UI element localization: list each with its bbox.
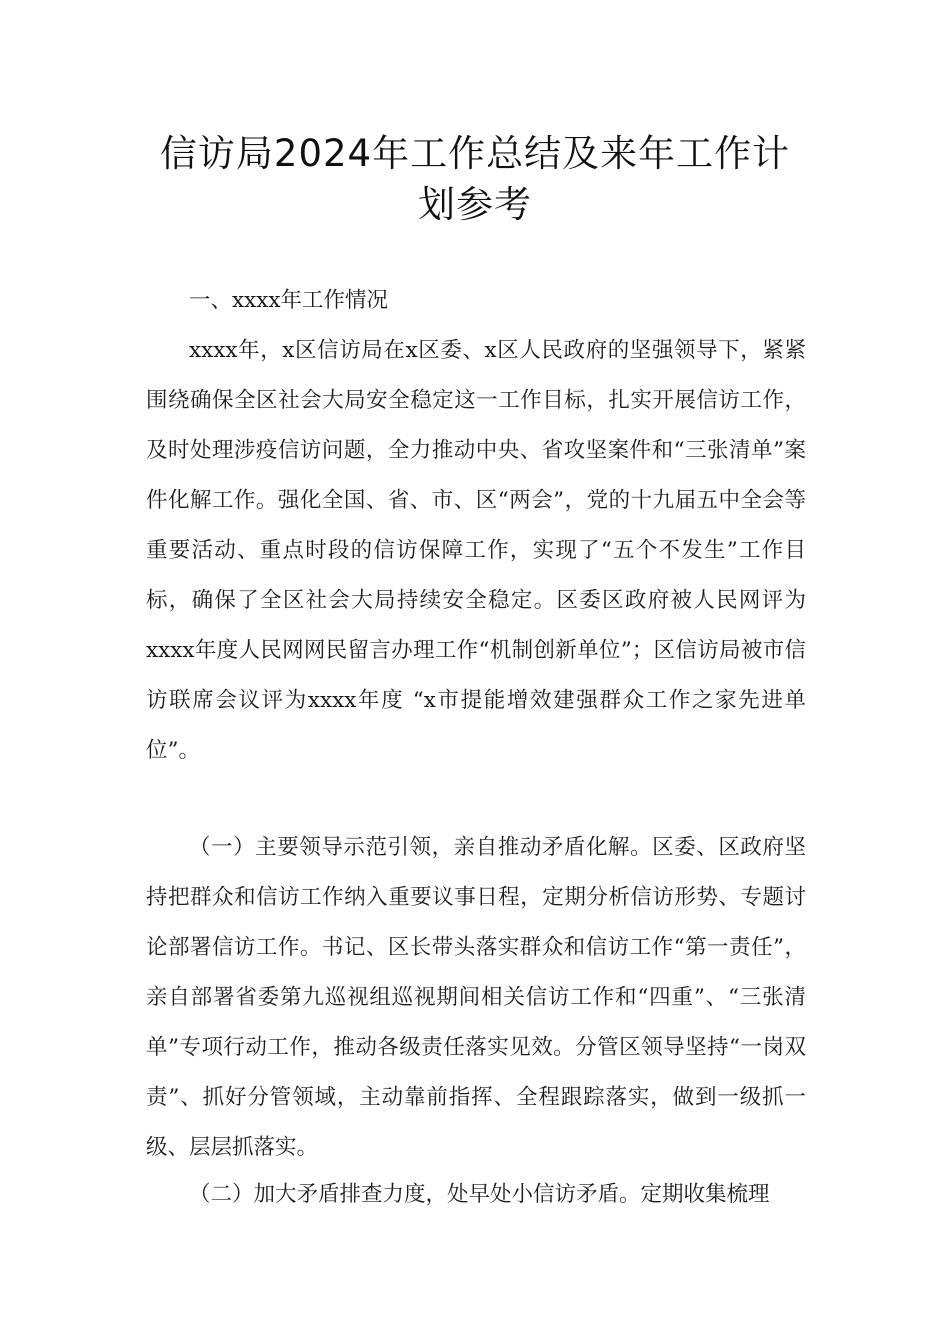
paragraph-block-2 <box>146 823 806 1173</box>
title-line-2: 划参考 <box>418 183 532 226</box>
paragraph-3: （二）加大矛盾排查力度，处早处小信访矛盾。定期收集梳理 <box>189 1182 770 1207</box>
paragraph-block-3 <box>146 1170 806 1220</box>
section-heading: 一、xxxx年工作情况 <box>189 288 389 313</box>
document-title <box>100 128 850 230</box>
paragraph-block-1 <box>146 326 806 776</box>
section-heading-block <box>146 276 806 326</box>
paragraph-2: （一）主要领导示范引领，亲自推动矛盾化解。区委、区政府坚持把群众和信访工作纳入重要议事日程，定期分析信访形势、专题讨论部署信访工作。书记、区长带头落实群众和信访工作“第一责任”，亲自部署省委第九巡视组巡视期间相关信访工作和“四重”、“三张清单”专项行动工作，推动各级责任落实见效。分管区领导坚持“一岗双责”、抓好分管领域，主动靠前指挥、全程跟踪落实，做到一级抓一级、层层抓落实。 <box>146 835 806 1160</box>
title-line-1: 信访局2024年工作总结及来年工作计 <box>159 132 791 175</box>
paragraph-1: xxxx年，x区信访局在x区委、x区人民政府的坚强领导下，紧紧围绕确保全区社会大局安全稳定这一工作目标，扎实开展信访工作，及时处理涉疫信访问题，全力推动中央、省攻坚案件和“三张清单”案件化解工作。强化全国、省、市、区“两会”，党的十九届五中全会等重要活动、重点时段的信访保障工作，实现了“五个不发生”工作目标，确保了全区社会大局持续安全稳定。区委区政府被人民网评为xxxx年度人民网网民留言办理工作“机制创新单位”；区信访局被市信访联席会议评为xxxx年度 “x市提能增效建强群众工作之家先进单位”。 <box>146 338 806 763</box>
